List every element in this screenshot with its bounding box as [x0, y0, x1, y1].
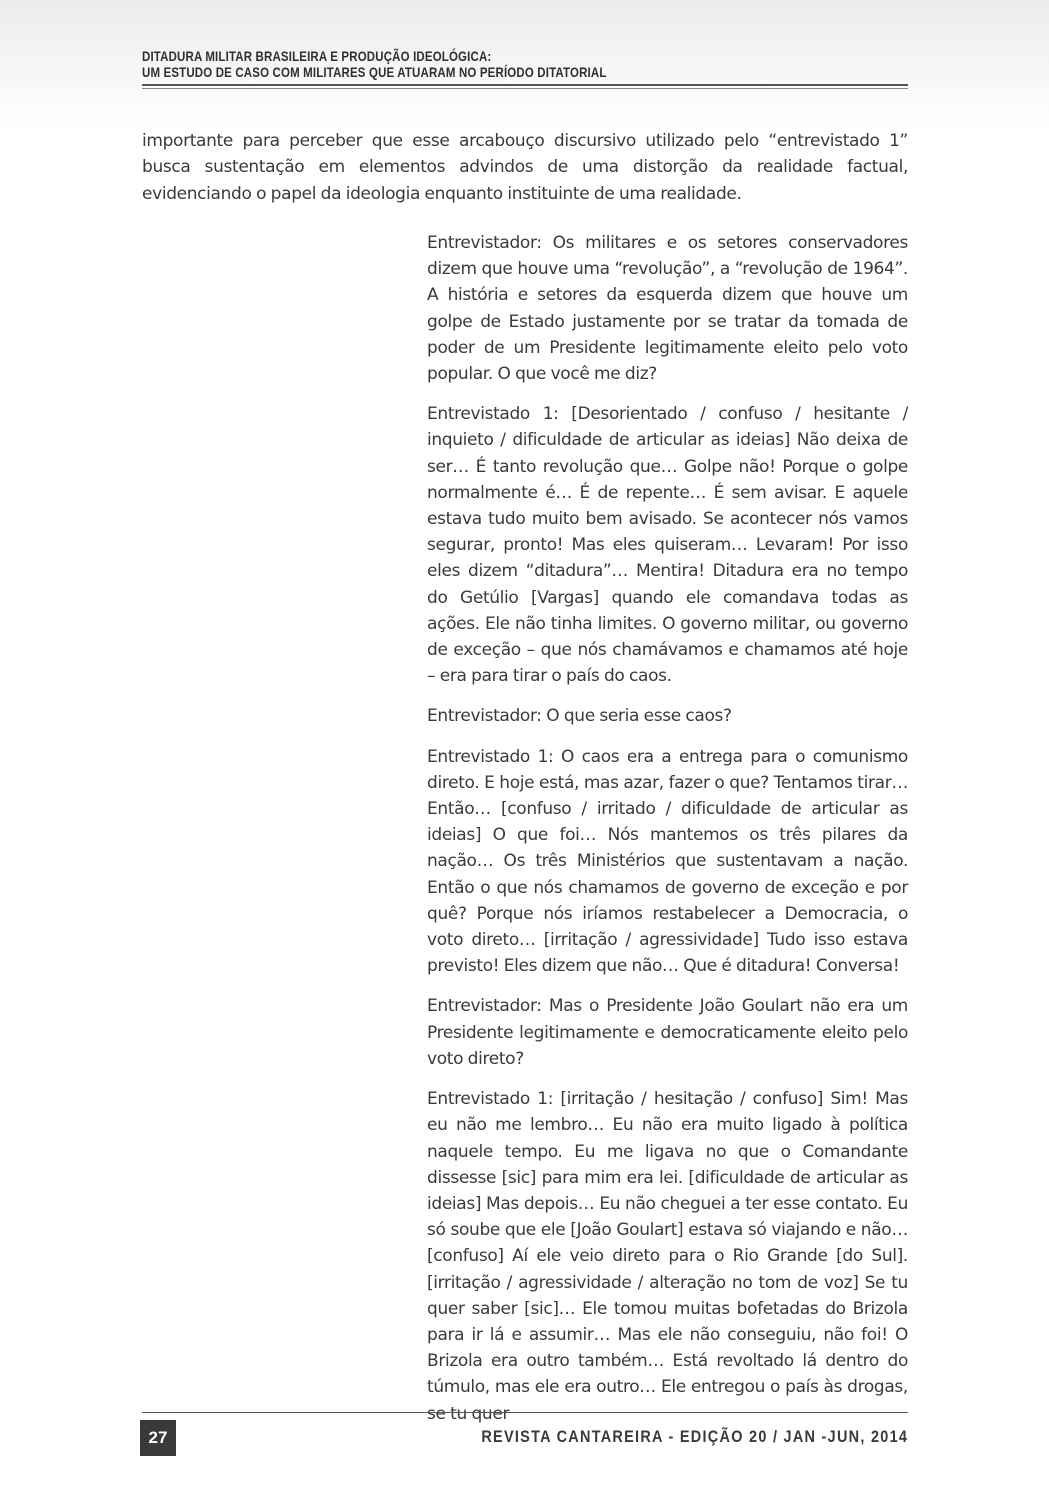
journal-citation: REVISTA CANTAREIRA - EDIÇÃO 20 / JAN -JUN, 2014 [481, 1427, 908, 1446]
interview-block [427, 230, 908, 1441]
running-header [142, 48, 908, 89]
footer-divider [142, 1412, 908, 1413]
header-title-line-1: DITADURA MILITAR BRASILEIRA E PRODUÇÃO IDEOLÓGICA: [142, 48, 492, 64]
interviewee-answer-1: Entrevistado 1: [Desorientado / confuso / hesitante / inquieto / dificuldade de articular as ideias] Não deixa de ser… É tanto revolução que… Golpe não! Porque o golpe normalmente é… É de repente… É sem avisar. E aquele estava tudo muito bem avisado. Se acontecer nós vamos segurar, pronto! Mas eles quiseram… Levaram! Por isso eles dizem “ditadura”… Mentira! Ditadura era no tempo do Getúlio [Vargas] quando ele comandava todas as ações. Ele não tinha limites. O governo militar, ou governo de exceção – que nós chamávamos e chamamos até hoje – era para tirar o país do caos. [427, 404, 908, 687]
page-number: 27 [140, 1420, 176, 1456]
interviewer-question-2: Entrevistador: O que seria esse caos? [427, 706, 732, 727]
header-divider [142, 84, 908, 89]
interviewer-question-3: Entrevistador: Mas o Presidente João Goulart não era um Presidente legitimamente e democraticamente eleito pelo voto direto? [427, 996, 908, 1069]
body-text [142, 128, 908, 207]
interviewer-question-1: Entrevistador: Os militares e os setores conservadores dizem que houve uma “revolução”, a “revolução de 1964”. A história e setores da esquerda dizem que houve um golpe de Estado justamente por se tratar da tomada de poder de um Presidente legitimamente eleito pelo voto popular. O que você me diz? [427, 233, 908, 385]
interviewee-answer-3: Entrevistado 1: [irritação / hesitação / confuso] Sim! Mas eu não me lembro… Eu não era muito ligado à política naquele tempo. Eu me ligava no que o Comandante dissesse [sic] para mim era lei. [dificuldade de articular as ideias] Mas depois… Eu não cheguei a ter esse contato. Eu só soube que ele [João Goulart] estava só viajando e não… [confuso] Aí ele veio direto para o Rio Grande [do Sul]. [irritação / agressividade / alteração no tom de voz] Se tu quer saber [sic]… Ele tomou muitas bofetadas do Brizola para ir lá e assumir… Mas ele não conseguiu, não foi! O Brizola era outro também… Está revoltado lá dentro do túmulo, mas ele era outro… Ele entregou o país às drogas, se tu quer [427, 1089, 908, 1424]
intro-paragraph: importante para perceber que esse arcabouço discursivo utilizado pelo “entrevistado 1” busca sustentação em elementos advindos de uma distorção da realidade factual, evidenciando o papel da ideologia enquanto instituinte de uma realidade. [142, 131, 908, 204]
interviewee-answer-2: Entrevistado 1: O caos era a entrega para o comunismo direto. E hoje está, mas azar, fazer o que? Tentamos tirar… Então… [confuso / irritado / dificuldade de articular as ideias] O que foi… Nós mantemos os três pilares da nação… Os três Ministérios que sustentavam a nação. Então o que nós chamamos de governo de exceção e por quê? Porque nós iríamos restabelecer a Democracia, o voto direto… [irritação / agressividade] Tudo isso estava previsto! Eles dizem que não… Que é ditadura! Conversa! [427, 746, 908, 977]
header-title-line-2: UM ESTUDO DE CASO COM MILITARES QUE ATUARAM NO PERÍODO DITATORIAL [142, 64, 607, 80]
